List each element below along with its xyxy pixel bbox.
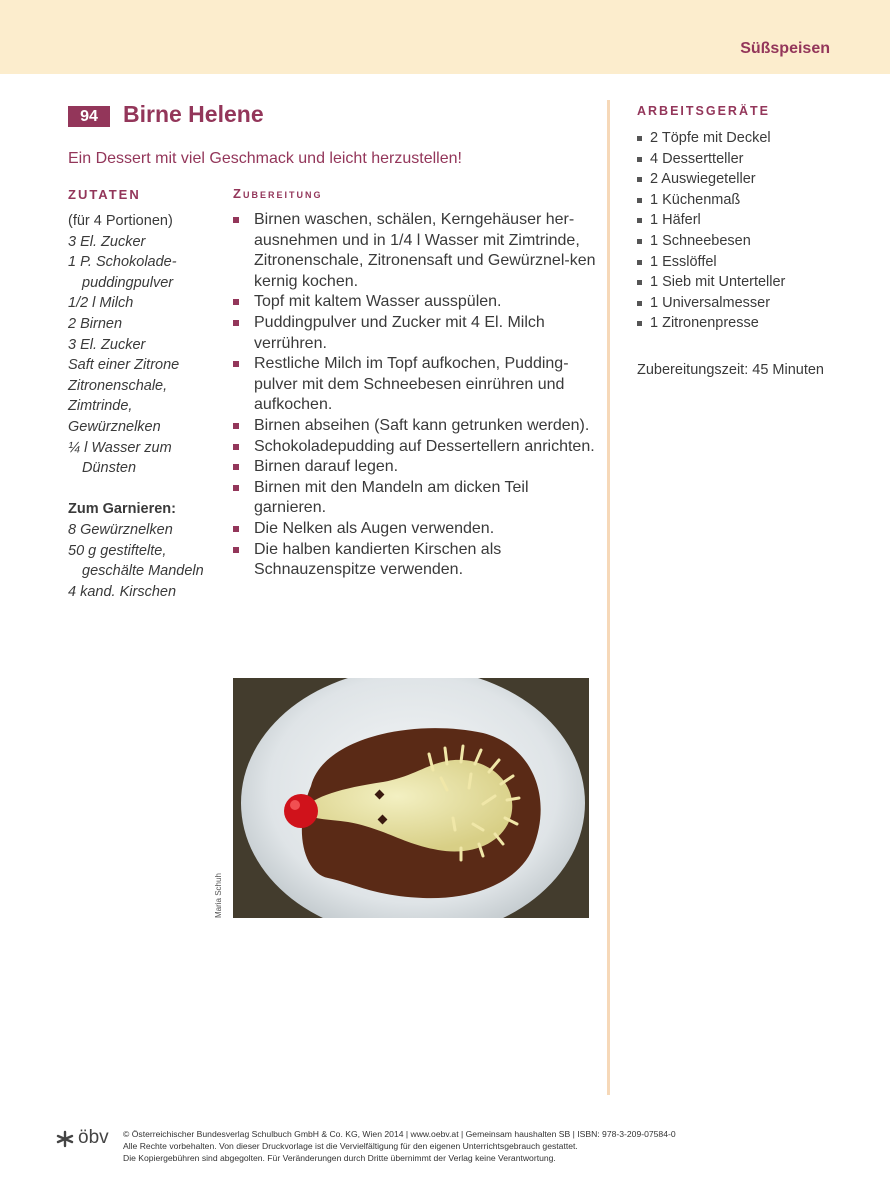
tool-text: 2 Töpfe mit Deckel <box>650 130 771 146</box>
tool-text: 1 Sieb mit Unterteller <box>650 274 786 291</box>
garnish-heading: Zum Garnieren: <box>68 501 176 518</box>
tool-text: 4 Dessertteller <box>650 150 744 167</box>
bullet-icon <box>637 280 642 285</box>
bullet-icon <box>637 136 642 141</box>
step-item <box>233 457 598 478</box>
garnish-item: 4 kand. Kirschen <box>68 583 177 600</box>
tools-heading: ARBEITSGERÄTE <box>637 104 770 118</box>
tool-text: 1 Zitronenpresse <box>650 315 759 332</box>
ingredient-item: 1/2 l Milch <box>68 295 134 312</box>
dessert-photo <box>233 678 589 918</box>
step-item <box>233 437 598 458</box>
publisher-logo-text: öbv <box>78 1127 109 1148</box>
tool-text: 1 Esslöffel <box>650 253 717 270</box>
tool-item <box>637 231 785 252</box>
bullet-icon <box>637 157 642 162</box>
tools-list <box>637 128 785 334</box>
footer-line: Die Kopiergebühren sind abgegolten. Für Veränderungen durch Dritte übernimmt der Verlag keine Verantwortung. <box>123 1153 556 1163</box>
preparation-heading <box>233 186 322 201</box>
recipe-title: Birne Helene <box>123 101 264 127</box>
tool-item <box>637 190 785 211</box>
tool-item <box>637 293 785 314</box>
tool-text: 2 Auswiegeteller <box>650 171 756 188</box>
cherry-nose <box>284 794 318 828</box>
ingredient-item: 2 Birnen <box>68 315 123 332</box>
step-text: Birnen abseihen (Saft kann getrunken werden). <box>254 416 590 434</box>
bullet-icon <box>637 239 642 244</box>
ingredients-list <box>68 211 228 602</box>
bullet-icon <box>233 361 239 367</box>
bullet-icon <box>637 218 642 223</box>
tool-item <box>637 128 785 149</box>
step-text: Die halben kandierten Kirschen als Schnauzenspitze verwenden. <box>254 540 502 579</box>
tool-item <box>637 272 785 293</box>
ingredient-item: 3 El. Zucker <box>68 233 146 250</box>
bullet-icon <box>637 260 642 265</box>
tool-item <box>637 169 785 190</box>
garnish-item: 50 g gestiftelte, <box>68 542 167 559</box>
step-item <box>233 416 598 437</box>
ingredient-item: puddingpulver <box>82 274 174 291</box>
step-item <box>233 313 598 354</box>
column-divider <box>607 100 610 1095</box>
step-text: Puddingpulver und Zucker mit 4 El. Milch verrühren. <box>254 313 545 352</box>
recipe-subtitle: Ein Dessert mit viel Geschmack und leicht herzustellen! <box>68 150 462 167</box>
bullet-icon <box>233 217 239 223</box>
bullet-icon <box>637 301 642 306</box>
tool-item <box>637 252 785 273</box>
ingredient-item: 3 El. Zucker <box>68 336 146 353</box>
step-text: Die Nelken als Augen verwenden. <box>254 519 495 537</box>
ingredient-item: Zitronenschale, <box>68 377 168 394</box>
ingredient-item: Zimtrinde, <box>68 398 133 415</box>
header-band <box>0 0 890 74</box>
bullet-icon <box>637 321 642 326</box>
tool-text: 1 Küchenmaß <box>650 191 741 208</box>
step-item <box>233 519 598 540</box>
bullet-icon <box>637 198 642 203</box>
bullet-icon <box>233 299 239 305</box>
step-text: Schokoladepudding auf Dessertellern anrichten. <box>254 437 595 455</box>
step-text: Topf mit kaltem Wasser ausspülen. <box>254 293 502 311</box>
garnish-item: 8 Gewürznelken <box>68 521 173 538</box>
step-item <box>233 354 598 416</box>
ingredient-item: Dünsten <box>82 460 137 477</box>
bullet-icon <box>233 444 239 450</box>
photo-credit: Maria Schuh <box>214 873 223 918</box>
garnish-item: geschälte Mandeln <box>82 563 204 580</box>
bullet-icon <box>233 464 239 470</box>
preparation-heading-text: Zubereitung <box>233 186 323 201</box>
portions-note: (für 4 Portionen) <box>68 213 173 229</box>
footer-copyright <box>123 1128 676 1164</box>
prep-time: Zubereitungszeit: 45 Minuten <box>637 362 824 378</box>
preparation-steps <box>233 210 598 581</box>
tool-text: 1 Schneebesen <box>650 232 751 249</box>
tool-item <box>637 313 785 334</box>
step-item <box>233 292 598 313</box>
step-item <box>233 540 598 581</box>
tool-item <box>637 149 785 170</box>
step-text: Birnen darauf legen. <box>254 458 399 476</box>
step-text: Restliche Milch im Topf aufkochen, Pudding-pulver mit dem Schneebesen einrühren und aufkochen. <box>254 355 569 414</box>
recipe-number-badge: 94 <box>68 106 110 127</box>
ingredient-item: Gewürznelken <box>68 418 161 435</box>
bullet-icon <box>637 177 642 182</box>
step-text: Birnen waschen, schälen, Kerngehäuser her-ausnehmen und in 1/4 l Wasser mit Zimtrinde, Zitronenschale, Zitronensaft und Gewürznel-ken kernig kochen. <box>254 211 596 290</box>
step-item <box>233 478 598 519</box>
footer-line: Alle Rechte vorbehalten. Von dieser Druckvorlage ist die Vervielfältigung für den eigenen Unterrichtsgebrauch gestattet. <box>123 1141 578 1151</box>
ingredient-item: ¼ l Wasser zum <box>68 439 172 456</box>
bullet-icon <box>233 547 239 553</box>
bullet-icon <box>233 423 239 429</box>
publisher-logo <box>56 1127 116 1148</box>
ingredient-item: 1 P. Schokolade- <box>68 254 177 271</box>
ingredients-heading: ZUTATEN <box>68 187 141 202</box>
section-label: Süßspeisen <box>740 40 830 57</box>
cherry-highlight <box>290 800 300 810</box>
step-text: Birnen mit den Mandeln am dicken Teil garnieren. <box>254 478 529 517</box>
footer-line: © Österreichischer Bundesverlag Schulbuch GmbH & Co. KG, Wien 2014 | www.oebv.at | Gemeinsam haushalten SB | ISBN: 978-3-209-07584-0 <box>123 1129 676 1139</box>
step-item <box>233 210 598 292</box>
ingredient-item: Saft einer Zitrone <box>68 357 180 374</box>
tool-text: 1 Universalmesser <box>650 294 771 311</box>
bullet-icon <box>233 526 239 532</box>
bullet-icon <box>233 320 239 326</box>
bullet-icon <box>233 485 239 491</box>
tool-item <box>637 210 785 231</box>
tool-text: 1 Häferl <box>650 212 701 229</box>
